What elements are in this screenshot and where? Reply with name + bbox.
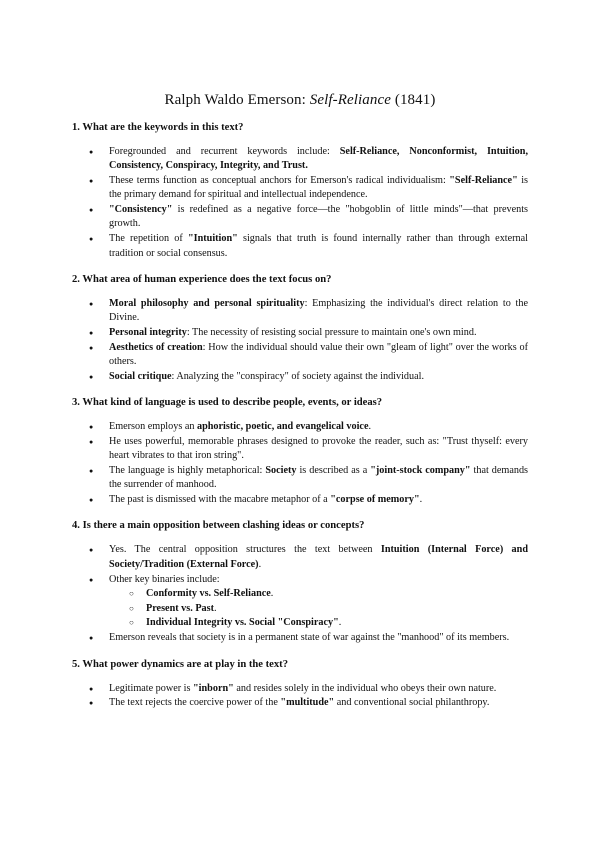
list-item: ● Emerson employs an aphoristic, poetic, and evangelical voice. — [72, 420, 528, 434]
document-title: Ralph Waldo Emerson: Self-Reliance (1841) — [164, 92, 436, 108]
list-item: ● Legitimate power is "inborn" and resides solely in the individual who obeys their own nature. — [72, 682, 528, 696]
answer-2-list — [72, 297, 528, 384]
question-1-heading: 1. What are the keywords in this text? — [72, 122, 244, 133]
sublist-item: ○ Individual Integrity vs. Social "Conspiracy". — [109, 616, 528, 630]
list-item: ● Moral philosophy and personal spirituality: Emphasizing the individual's direct relation to the Divine. — [72, 297, 528, 326]
answer-5-list — [72, 682, 528, 711]
list-item: ● Yes. The central opposition structures the text between Intuition (Internal Force) and Society/Tradition (External Force). — [72, 543, 528, 572]
list-item: ● The text rejects the coercive power of the "multitude" and conventional social philanthropy. — [72, 696, 528, 710]
list-item: ● "Consistency" is redefined as a negative force—the "hobgoblin of little minds"—that prevents growth. — [72, 203, 528, 232]
work-title: Self-Reliance — [309, 92, 391, 108]
list-item: ● Personal integrity: The necessity of resisting social pressure to maintain one's own mind. — [72, 326, 528, 340]
question-3-heading: 3. What kind of language is used to describe people, events, or ideas? — [72, 397, 383, 409]
list-item: ● Social critique: Analyzing the "conspiracy" of society against the individual. — [72, 370, 528, 384]
question-5-heading: 5. What power dynamics are at play in the text? — [72, 658, 288, 670]
sublist-item: ○ Present vs. Past. — [109, 602, 528, 616]
question-2-heading: 2. What area of human experience does the text focus on? — [72, 273, 332, 285]
list-item: ● Foregrounded and recurrent keywords include: Self-Reliance, Nonconformist, Intuition, Consistency, Conspiracy, Integrity, and Trust. — [72, 145, 528, 174]
list-item: ● Other key binaries include: ○ Conformity vs. Self-Reliance. ○ Present vs. Past. ○ Individual Integrity vs. Social "Conspiracy". — [72, 573, 528, 631]
answer-1-list — [72, 145, 528, 261]
list-item: ● The repetition of "Intuition" signals that truth is found internally rather than through external tradition or social consensus. — [72, 232, 528, 261]
sublist-item: ○ Conformity vs. Self-Reliance. — [109, 587, 528, 601]
list-item: ● The language is highly metaphorical: Society is described as a "joint-stock company" that demands the surrender of manhood. — [72, 464, 528, 493]
binaries-sublist — [109, 587, 528, 631]
list-item: ● These terms function as conceptual anchors for Emerson's radical individualism: "Self-Reliance" is the primary demand for spiritual and intellectual independence. — [72, 174, 528, 203]
question-4-heading: 4. Is there a main opposition between clashing ideas or concepts? — [72, 520, 365, 532]
answer-3-list — [72, 420, 528, 507]
list-item: ● He uses powerful, memorable phrases designed to provoke the reader, such as: "Trust thyself: every heart vibrates to that iron string". — [72, 435, 528, 464]
answer-4-list — [72, 543, 528, 645]
list-item: ● Aesthetics of creation: How the individual should value their own "gleam of light" over the works of others. — [72, 341, 528, 370]
list-item: ● The past is dismissed with the macabre metaphor of a "corpse of memory". — [72, 493, 528, 507]
list-item: ● Emerson reveals that society is in a permanent state of war against the "manhood" of its members. — [72, 631, 528, 645]
